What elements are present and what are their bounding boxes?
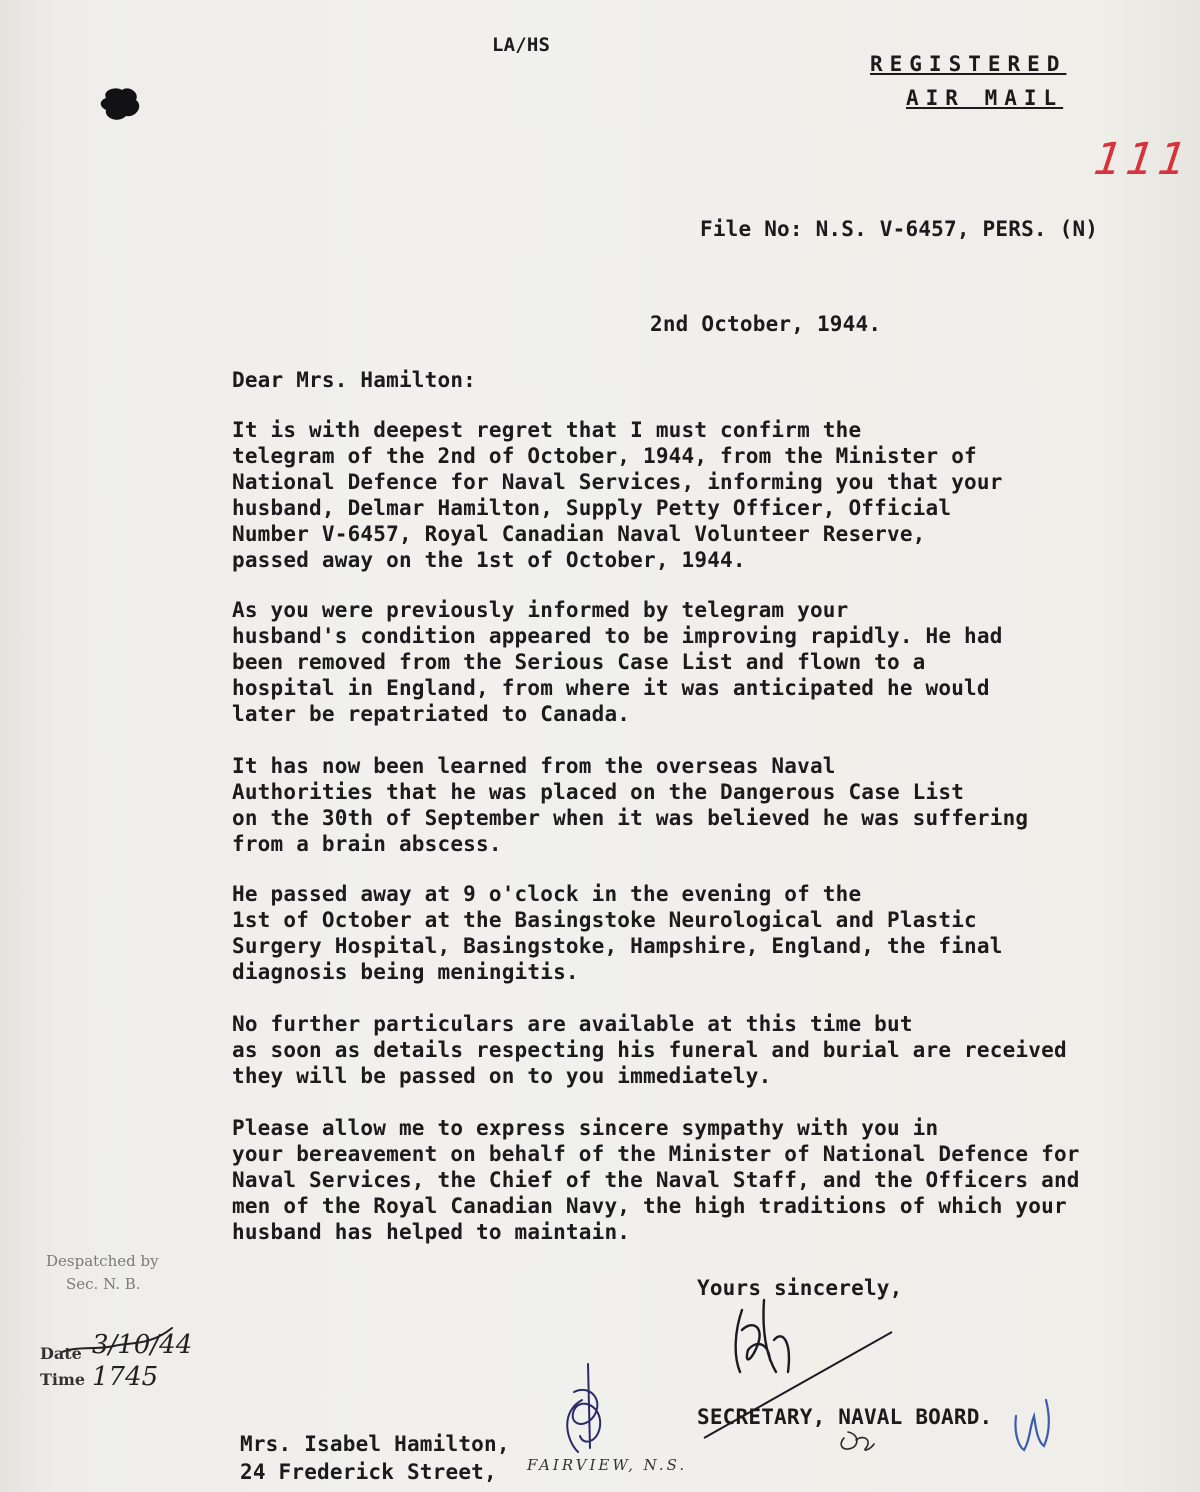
body-line: men of the Royal Canadian Navy, the high traditions of which your bbox=[232, 1194, 1067, 1218]
body-line: No further particulars are available at this time but bbox=[232, 1012, 913, 1036]
signatory-title: SECRETARY, NAVAL BOARD. bbox=[697, 1405, 993, 1429]
body-line: National Defence for Naval Services, informing you that your bbox=[232, 470, 1003, 494]
body-line: It has now been learned from the overseas Naval bbox=[232, 754, 836, 778]
body-line: been removed from the Serious Case List and flown to a bbox=[232, 650, 926, 674]
body-line: He passed away at 9 o'clock in the evening of the bbox=[232, 882, 862, 906]
body-line: Please allow me to express sincere sympathy with you in bbox=[232, 1116, 939, 1140]
despatch-stamp-line1: Despatched by bbox=[46, 1252, 159, 1270]
despatch-date-value: 3/10/44 bbox=[92, 1330, 193, 1360]
despatch-time-value: 1745 bbox=[92, 1362, 159, 1392]
red-handwritten-mark: 111 bbox=[1085, 134, 1199, 185]
closing: Yours sincerely, bbox=[697, 1276, 903, 1300]
body-line: As you were previously informed by telegram your bbox=[232, 598, 849, 622]
body-line: Surgery Hospital, Basingstoke, Hampshire, England, the final bbox=[232, 934, 1003, 958]
reference-initials: LA/HS bbox=[492, 34, 551, 56]
body-line: Number V-6457, Royal Canadian Naval Volunteer Reserve, bbox=[232, 522, 926, 546]
despatch-time-label: Time bbox=[40, 1370, 86, 1389]
despatch-date-label: Date bbox=[40, 1344, 82, 1363]
body-line: from a brain abscess. bbox=[232, 832, 502, 856]
body-line: husband has helped to maintain. bbox=[232, 1220, 631, 1244]
handwritten-location: FAIRVIEW, N.S. bbox=[527, 1456, 688, 1474]
body-line: later be repatriated to Canada. bbox=[232, 702, 631, 726]
salutation: Dear Mrs. Hamilton: bbox=[232, 368, 477, 392]
body-line: telegram of the 2nd of October, 1944, from the Minister of bbox=[232, 444, 977, 468]
addressee-name: Mrs. Isabel Hamilton, bbox=[240, 1432, 510, 1456]
air-mail-header: AIR MAIL bbox=[906, 86, 1064, 110]
body-line: your bereavement on behalf of the Minister of National Defence for bbox=[232, 1142, 1080, 1166]
body-line: husband's condition appeared to be improving rapidly. He had bbox=[232, 624, 1003, 648]
body-line: 1st of October at the Basingstoke Neurological and Plastic bbox=[232, 908, 977, 932]
addressee-street: 24 Frederick Street, bbox=[240, 1460, 497, 1484]
body-line: husband, Delmar Hamilton, Supply Petty Officer, Official bbox=[232, 496, 952, 520]
body-line: It is with deepest regret that I must confirm the bbox=[232, 418, 862, 442]
body-line: on the 30th of September when it was believed he was suffering bbox=[232, 806, 1029, 830]
despatch-stamp-line2: Sec. N. B. bbox=[66, 1275, 141, 1293]
file-number: File No: N.S. V-6457, PERS. (N) bbox=[700, 217, 1099, 241]
letter-date: 2nd October, 1944. bbox=[650, 312, 882, 336]
registered-header: REGISTERED bbox=[870, 52, 1067, 76]
body-line: they will be passed on to you immediately. bbox=[232, 1064, 772, 1088]
body-line: hospital in England, from where it was anticipated he would bbox=[232, 676, 990, 700]
body-line: Naval Services, the Chief of the Naval Staff, and the Officers and bbox=[232, 1168, 1080, 1192]
body-line: Authorities that he was placed on the Dangerous Case List bbox=[232, 780, 965, 804]
body-line: diagnosis being meningitis. bbox=[232, 960, 579, 984]
body-line: passed away on the 1st of October, 1944. bbox=[232, 548, 746, 572]
body-line: as soon as details respecting his funeral and burial are received bbox=[232, 1038, 1067, 1062]
